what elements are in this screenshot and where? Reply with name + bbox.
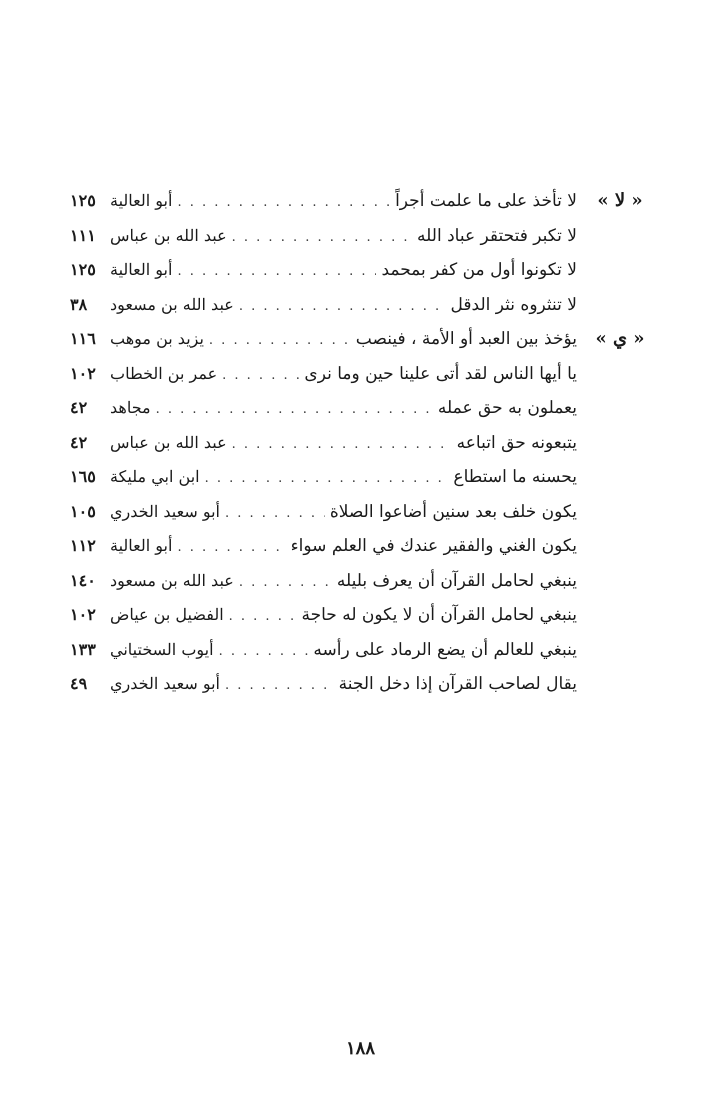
entry-narrator: الفضيل بن عياض bbox=[110, 605, 224, 624]
dot-leader bbox=[177, 257, 376, 287]
entry-page-number: ١٢٥ bbox=[70, 191, 96, 210]
entry-page-number: ١١١ bbox=[70, 225, 96, 245]
entry-page-number: ١٠٢ bbox=[70, 605, 96, 624]
section-letter: « ي » bbox=[595, 328, 645, 349]
entry-narrator: عبد الله بن مسعود bbox=[110, 294, 234, 314]
dot-leader bbox=[232, 223, 412, 253]
entry-phrase: لا تأخذ على ما علمت أجراً bbox=[395, 191, 577, 211]
dot-leader bbox=[209, 326, 351, 356]
entry-phrase: يكون خلف بعد سنين أضاعوا الصلاة bbox=[329, 501, 577, 522]
dot-leader bbox=[225, 671, 334, 701]
entry-page-number: ١٣٣ bbox=[70, 639, 96, 659]
index-entry bbox=[70, 221, 645, 256]
entry-phrase: يكون الغني والفقير عندك في العلم سواء bbox=[290, 536, 577, 556]
entry-narrator: أبو سعيد الخدري bbox=[110, 674, 220, 693]
dot-leader bbox=[156, 395, 433, 425]
entry-page-number: ١٠٥ bbox=[70, 501, 96, 521]
entry-content bbox=[70, 359, 577, 391]
entry-phrase: يتبعونه حق اتباعه bbox=[456, 432, 577, 453]
entry-page-number: ٤٩ bbox=[70, 674, 88, 693]
entry-content bbox=[70, 221, 577, 253]
entry-content bbox=[70, 462, 577, 494]
entry-content bbox=[70, 600, 577, 632]
entry-phrase: يا أيها الناس لقد أتى علينا حين وما نرى bbox=[304, 363, 577, 384]
entry-phrase: يقال لصاحب القرآن إذا دخل الجنة bbox=[338, 674, 577, 694]
index-entry bbox=[70, 186, 645, 221]
section-letter: « لا » bbox=[597, 190, 643, 211]
entry-narrator: أيوب السختياني bbox=[110, 639, 214, 659]
index-entry bbox=[70, 428, 645, 463]
entry-narrator: عبد الله بن عباس bbox=[110, 225, 227, 245]
entry-phrase: لا تكونوا أول من كفر بمحمد bbox=[381, 260, 577, 280]
entry-narrator: أبو العالية bbox=[110, 536, 173, 555]
entry-narrator: أبو سعيد الخدري bbox=[110, 501, 220, 521]
entry-content bbox=[70, 566, 577, 598]
dot-leader bbox=[222, 361, 299, 391]
page-number: ١٨٨ bbox=[345, 1038, 375, 1059]
entry-content bbox=[70, 635, 577, 667]
dot-leader bbox=[177, 533, 285, 563]
index-entry bbox=[70, 669, 645, 704]
index-entry bbox=[70, 462, 645, 497]
entry-narrator: يزيد بن موهب bbox=[110, 329, 204, 348]
dot-leader bbox=[205, 464, 449, 494]
dot-leader bbox=[229, 602, 297, 632]
entry-content bbox=[70, 393, 577, 425]
index-entry bbox=[70, 600, 645, 635]
index-entry bbox=[70, 255, 645, 290]
dot-leader bbox=[219, 637, 309, 667]
entry-phrase: يؤخذ بين العبد أو الأمة ، فينصب bbox=[355, 329, 577, 349]
entry-content bbox=[70, 290, 577, 322]
entry-page-number: ٣٨ bbox=[70, 294, 88, 314]
entry-phrase: يحسنه ما استطاع bbox=[453, 467, 577, 487]
entry-page-number: ١٢٥ bbox=[70, 260, 96, 279]
entry-content bbox=[70, 186, 577, 218]
entry-content bbox=[70, 669, 577, 701]
entry-content bbox=[70, 531, 577, 563]
index-entry bbox=[70, 635, 645, 670]
index-entry bbox=[70, 566, 645, 601]
entry-phrase: ينبغي للعالم أن يضع الرماد على رأسه bbox=[313, 639, 577, 660]
index-entry bbox=[70, 324, 645, 359]
index-entry bbox=[70, 393, 645, 428]
index-entry bbox=[70, 497, 645, 532]
entry-content bbox=[70, 497, 577, 529]
index-entry bbox=[70, 531, 645, 566]
entry-narrator: عمر بن الخطاب bbox=[110, 363, 218, 383]
entry-narrator: أبو العالية bbox=[110, 191, 173, 210]
entry-page-number: ١١٦ bbox=[70, 329, 96, 348]
dot-leader bbox=[239, 292, 446, 322]
entry-page-number: ١٤٠ bbox=[70, 570, 96, 590]
entry-content bbox=[70, 324, 577, 356]
dot-leader bbox=[177, 188, 390, 218]
dot-leader bbox=[232, 430, 452, 460]
entry-narrator: مجاهد bbox=[110, 398, 151, 417]
index-entry bbox=[70, 359, 645, 394]
entry-content bbox=[70, 255, 577, 287]
entry-narrator: عبد الله بن مسعود bbox=[110, 570, 234, 590]
entry-content bbox=[70, 428, 577, 460]
entry-narrator: أبو العالية bbox=[110, 260, 173, 279]
entry-narrator: عبد الله بن عباس bbox=[110, 432, 227, 452]
dot-leader bbox=[225, 499, 325, 529]
entry-phrase: يعملون به حق عمله bbox=[437, 398, 577, 418]
dot-leader bbox=[239, 568, 332, 598]
entry-page-number: ٤٢ bbox=[70, 432, 88, 452]
entry-narrator: ابن ابي مليكة bbox=[110, 467, 200, 486]
entry-page-number: ٤٢ bbox=[70, 398, 88, 417]
entry-phrase: لا تكبر فتحتقر عباد الله bbox=[417, 225, 577, 246]
entry-page-number: ١٠٢ bbox=[70, 363, 96, 383]
entry-phrase: ينبغي لحامل القرآن أن يعرف بليله bbox=[336, 570, 577, 591]
entry-phrase: لا تنثروه نثر الدقل bbox=[450, 294, 577, 315]
index-entry bbox=[70, 290, 645, 325]
entry-page-number: ١٦٥ bbox=[70, 467, 96, 486]
entry-page-number: ١١٢ bbox=[70, 536, 96, 555]
entry-phrase: ينبغي لحامل القرآن أن لا يكون له حاجة bbox=[301, 605, 577, 625]
index-list bbox=[70, 186, 645, 704]
